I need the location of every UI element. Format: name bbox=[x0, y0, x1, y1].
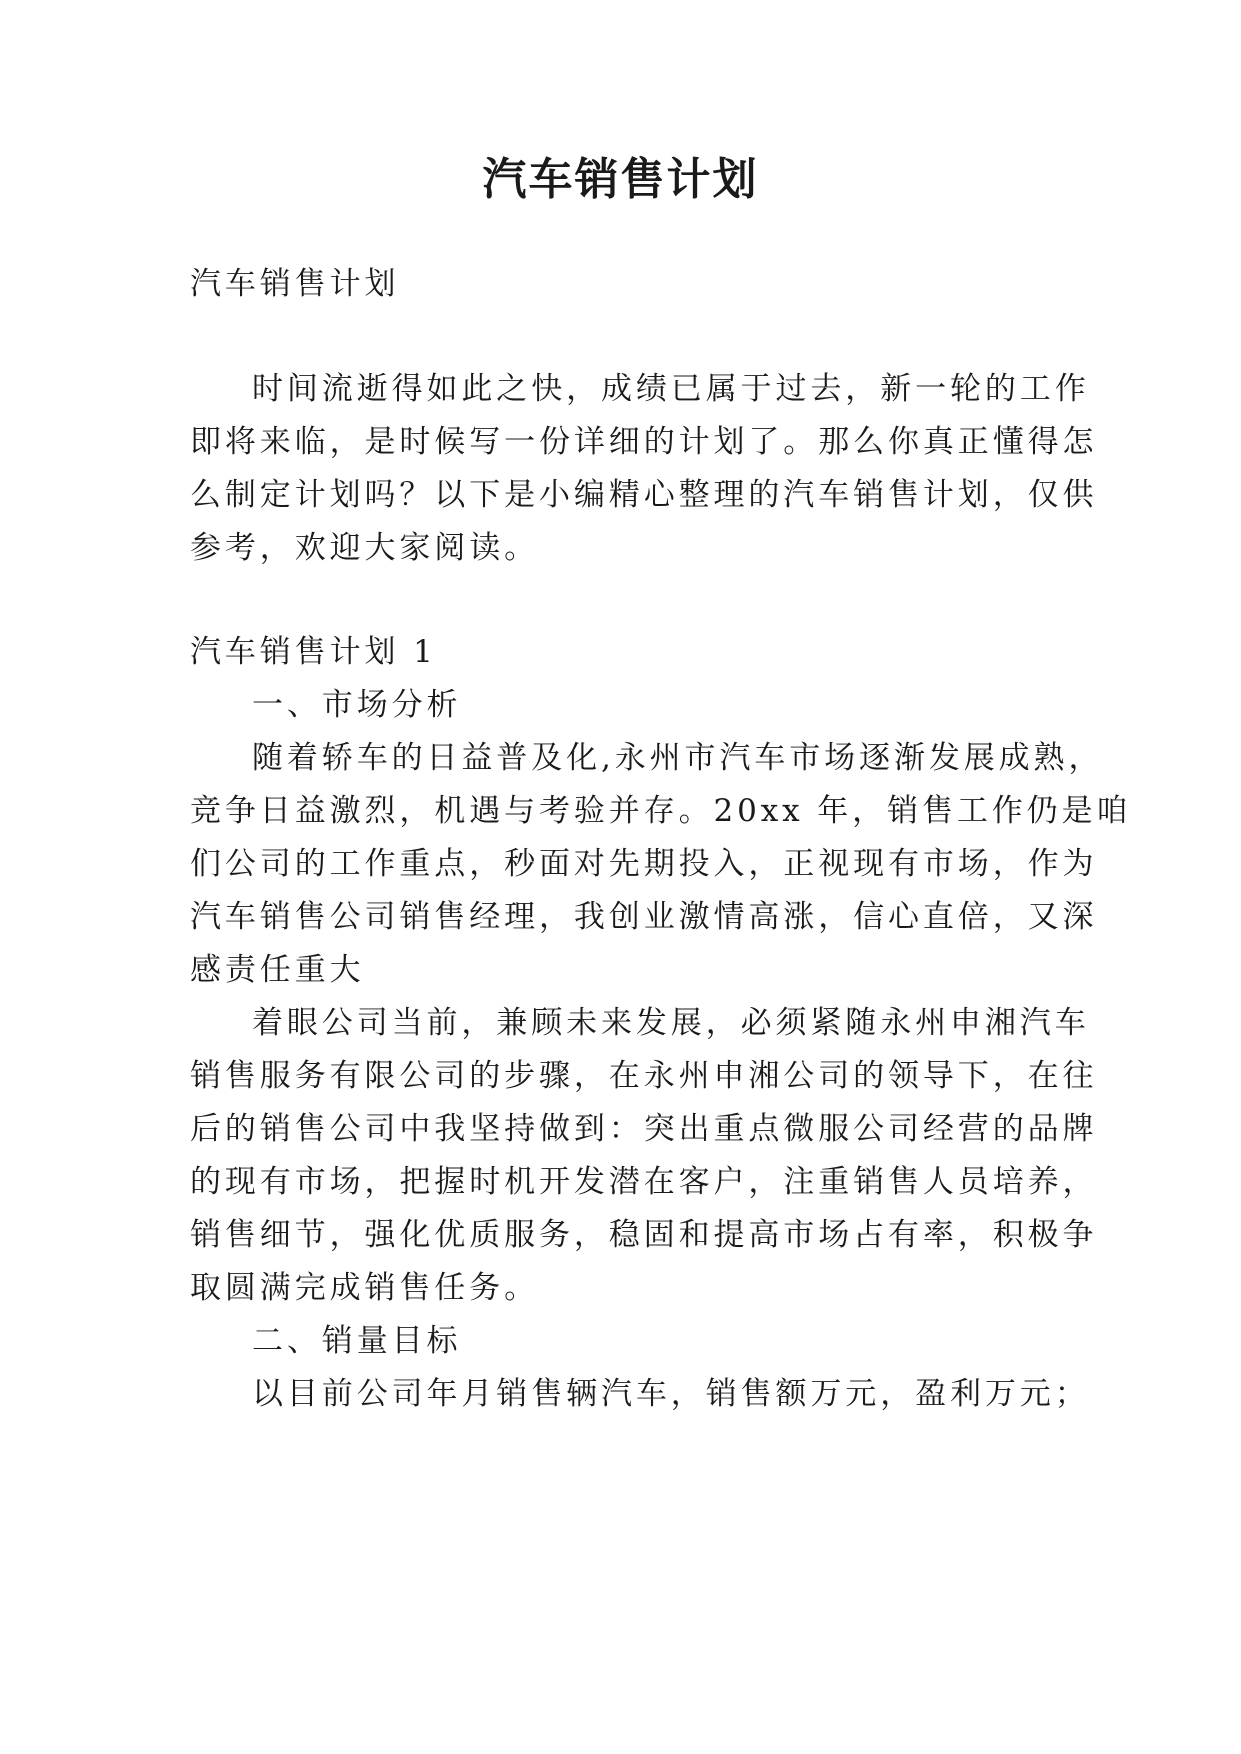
intro-line: 么制定计划吗？以下是小编精心整理的汽车销售计划，仅供 bbox=[190, 477, 1098, 513]
paragraph-line: 以目前公司年月销售辆汽车，销售额万元，盈利万元； bbox=[252, 1376, 1090, 1412]
paragraph-line: 感责任重大 bbox=[190, 952, 365, 988]
document-subtitle: 汽车销售计划 bbox=[190, 266, 400, 302]
heading-market-analysis: 一、市场分析 bbox=[252, 687, 462, 723]
paragraph-line: 后的销售公司中我坚持做到：突出重点微服公司经营的品牌 bbox=[190, 1111, 1098, 1147]
intro-line: 参考，欢迎大家阅读。 bbox=[190, 530, 539, 566]
paragraph-line: 的现有市场，把握时机开发潜在客户，注重销售人员培养， bbox=[190, 1164, 1098, 1200]
paragraph-line: 着眼公司当前，兼顾未来发展，必须紧随永州申湘汽车 bbox=[252, 1005, 1090, 1041]
paragraph-line: 取圆满完成销售任务。 bbox=[190, 1270, 539, 1306]
paragraph-line: 销售服务有限公司的步骤，在永州申湘公司的领导下，在往 bbox=[190, 1058, 1098, 1094]
intro-line: 时间流逝得如此之快，成绩已属于过去，新一轮的工作 bbox=[252, 371, 1090, 407]
section-title: 汽车销售计划 1 bbox=[190, 634, 437, 670]
paragraph-line: 竞争日益激烈，机遇与考验并存。20xx 年，销售工作仍是咱 bbox=[190, 793, 1132, 829]
paragraph-line: 随着轿车的日益普及化,永州市汽车市场逐渐发展成熟， bbox=[252, 740, 1104, 776]
document-title: 汽车销售计划 bbox=[482, 154, 759, 205]
paragraph-line: 们公司的工作重点，秒面对先期投入，正视现有市场，作为 bbox=[190, 846, 1098, 882]
paragraph-line: 销售细节，强化优质服务，稳固和提高市场占有率，积极争 bbox=[190, 1217, 1098, 1253]
heading-sales-target: 二、销量目标 bbox=[252, 1323, 462, 1359]
paragraph-line: 汽车销售公司销售经理，我创业激情高涨，信心直倍，又深 bbox=[190, 899, 1098, 935]
intro-line: 即将来临，是时候写一份详细的计划了。那么你真正懂得怎 bbox=[190, 424, 1098, 460]
